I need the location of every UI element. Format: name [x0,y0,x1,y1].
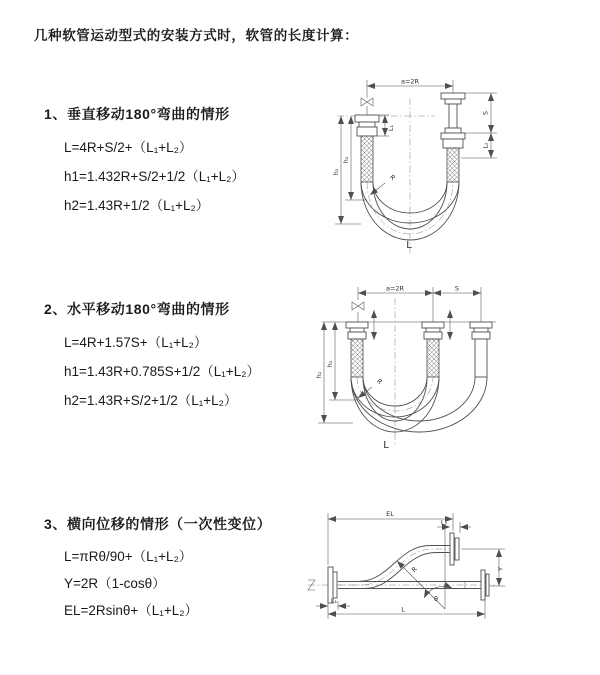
middle-fitting [422,322,444,377]
dimension-l2 [482,133,492,158]
formula-EL: EL=2Rsinθ+（L₁+L₂） [64,603,198,618]
dim-label-l1: L₁ [330,597,338,605]
dimension-l1 [377,115,395,136]
diagram-lateral-displacement [300,503,600,631]
dim-label-l: L [383,440,389,451]
section-vertical-180-bend [44,104,245,220]
braided-hose-section [361,136,373,182]
diagram-vertical-180-bend [315,76,580,261]
dim-label-r: R [410,565,420,575]
radius-callout [358,377,384,398]
dim-label-a2r: a=2R [400,77,420,86]
dimension-l1 [316,597,350,610]
braided-hose-section [427,339,439,377]
diagram-horizontal-180-bend [308,278,600,463]
dim-label-s: S [481,110,490,116]
formula-L: L=πRθ/90+（L₁+L₂） [64,549,193,564]
dim-label-el: EL [386,510,394,518]
formula-h1: h1=1.432R+S/2+1/2（L₁+L₂） [64,169,245,184]
dim-label-l: L [401,605,405,614]
dim-label-r: R [374,377,384,387]
valve-icon [361,98,373,106]
dimension-l [328,600,485,619]
dim-label-s: S [454,284,460,293]
right-fitting [441,93,465,182]
dim-label-h1: h₁ [326,360,334,368]
dim-label-theta: θ [434,595,438,603]
dimension-a2r [367,78,453,116]
dimension-l2 [437,519,471,534]
dimension-h2 [315,322,353,423]
dim-label-a2r: a=2R [385,284,405,293]
right-flange-displaced [450,533,459,565]
right-flange-original [481,570,489,600]
valve-icon [352,302,364,310]
formula-h2: h2=1.43R+1/2（L₁+L₂） [64,198,210,213]
section-lateral-displacement [44,514,271,624]
dim-label-y: Y [496,567,505,571]
hose-displaced-position [338,546,450,589]
dim-label-l: L [406,240,412,251]
right-fitting [470,322,492,377]
dim-label-r: R [387,173,397,183]
radius-callout [370,173,397,195]
left-fitting [355,115,379,182]
formula-Y: Y=2R（1-cosθ） [64,576,166,591]
dimension-a2r [358,285,433,294]
section-1-formulas [64,133,245,220]
braided-hose-section [351,339,363,377]
section-3-heading: 3、横向位移的情形（一次性变位） [44,516,272,532]
dim-label-l2: L₂ [481,142,490,149]
page-title: 几种软管运动型式的安装方式时，软管的长度计算： [34,28,359,43]
dim-label-l2: L₂ [440,518,448,527]
hose-centerline-curve [338,549,450,585]
dimension-el [328,510,453,565]
section-2-heading: 2、水平移动180°弯曲的情形 [44,301,230,317]
formula-h1: h1=1.43R+0.785S+1/2（L₁+L₂） [64,364,260,379]
formula-h2: h2=1.43R+S/2+1/2（L₁+L₂） [64,393,238,408]
left-fitting [346,322,368,377]
formula-L: L=4R+S/2+（L₁+L₂） [64,140,193,155]
dimension-s [461,93,497,158]
section-2-formulas [64,328,260,415]
section-3-formulas [64,543,271,624]
dim-label-h2: h₂ [315,371,323,379]
dim-label-l1: L₁ [387,124,395,132]
formula-L: L=4R+1.57S+（L₁+L₂） [64,335,208,350]
section-horizontal-180-bend [44,299,260,415]
dimension-s [433,285,481,294]
dim-label-h1: h₁ [342,156,350,164]
hose-curves [351,377,487,432]
braided-hose-section [447,148,459,182]
section-1-heading: 1、垂直移动180°弯曲的情形 [44,106,230,122]
angle-construction [397,529,452,609]
dim-label-h2: h₂ [332,168,340,176]
